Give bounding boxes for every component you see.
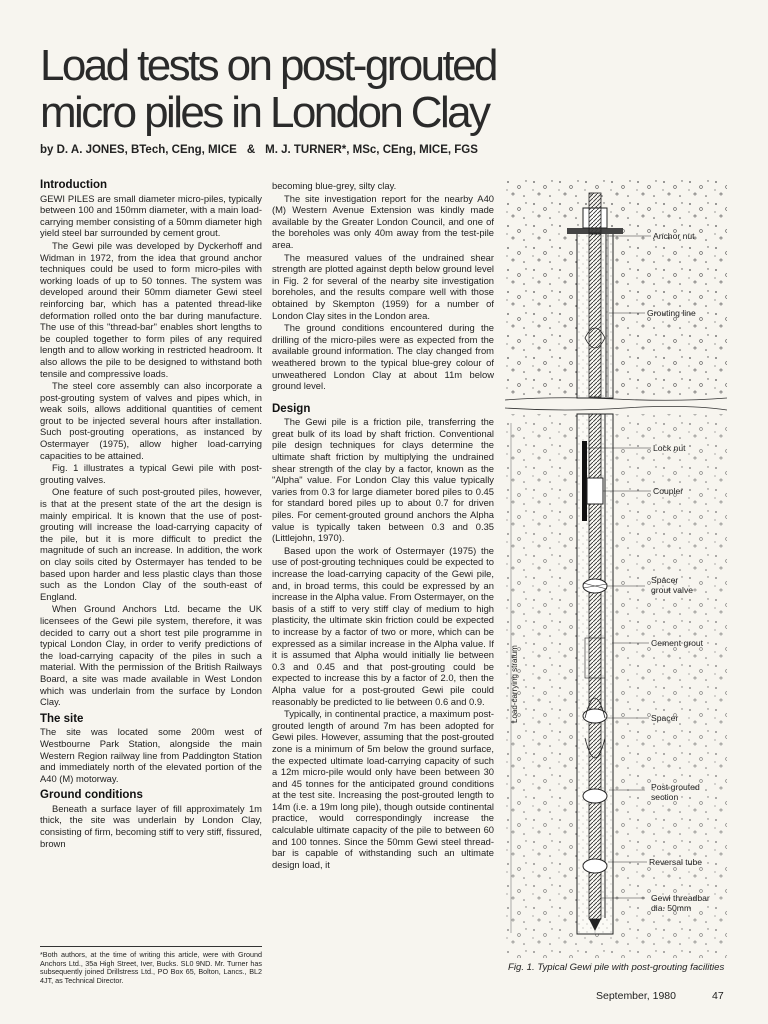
label-cement-grout: Cement grout <box>651 638 704 648</box>
threadbar-upper <box>589 234 601 397</box>
label-reversal-tube: Reversal tube <box>649 857 703 867</box>
author-footnote: *Both authors, at the time of writing this article, were with Ground Anchors Ltd., 35a High Street, Iver, Bucks. SL0 9ND. Mr. Turner has subsequently joined Drillstress Ltd., PO Box 65, Bolton, Lancs., BL2 4JT, as Technical Director. <box>40 946 262 985</box>
heading-the-site: The site <box>40 712 84 725</box>
label-coupler: Coupler <box>653 486 684 496</box>
paragraph: When Ground Anchors Ltd. became the UK licensees of the Gewi pile system, therefore, it was decided to carry out a short test pile programme in typical London Clay, in order to verify predictions of the load-carrying capacity of the piles in such a material. With the permission of the British Railways Board, a site was made available in West London which was underlain from the surface by London Clay. <box>40 603 262 708</box>
threadbar-top <box>589 193 601 233</box>
paragraph: Based upon the work of Ostermayer (1975) the use of post-grouting techniques could be expected to increase the load-carrying capacity of the Gewi pile, and, in broad terms, this could be expressed by an increase in the Alpha value. From Ostermayer, on the basis of a stiff to very stiff clay of medium to high plasticity, the ultimate skin friction could be expected to increase by a factor of two or more, which can be expressed as a similar increase in the Alpha value. If it is assumed that Alpha would initially lie between 0.3 and 0.45 and that post-grouting could be expected to increase this by a factor of 2.0, then the Alpha value for a post-grouted Gewi pile could reasonably be predicted to lie between 0.6 and 0.9. <box>272 544 494 707</box>
text-column-2 <box>272 180 494 871</box>
figure-gewi-pile <box>505 178 727 958</box>
label-spacer-grout-valve: Spacer <box>651 575 679 585</box>
lock-nut <box>582 441 587 521</box>
pile-diagram <box>505 178 727 958</box>
soil-boundary <box>505 406 727 410</box>
label-post-grouted: Post grouted <box>651 782 700 792</box>
paragraph: Typically, in continental practice, a maximum post-grouted length of around 7m has been adopted for Gewi piles. However, assuming that the post-grouted zone is a minimum of 5m below the ground surface, the expected ultimate load-carrying capacity of such a 12m micro-pile would only have been between 30 and 45 tonnes for the anticipated ground conditions at the test site. Increasing the post-grouted length to 14m (i.e. a 19m long pile), though outside continental practice, would correspondingly increase the calculable ultimate capacity of the pile to between 60 and 100 tonnes. Since the 50mm Gewi steel thread-bar is capable of withstanding such an ultimate design load, it <box>272 708 494 870</box>
label-load-carrying-stratum: Load-carrying stratum <box>510 645 519 723</box>
issue-date: September, 1980 <box>596 990 676 1002</box>
paragraph: The site investigation report for the nearby A40 (M) Western Avenue Extension was kindly made available by the Greater London Council, and one of the boreholes was only 40m away from the test-pile area. <box>272 192 494 250</box>
paragraph: becoming blue-grey, silty clay. <box>272 180 397 191</box>
paragraph: The site was located some 200m west of Westbourne Park Station, alongside the main Western Region railway line from Paddington Station and immediately north of the elevated portion of the A40 (M) motorway. <box>40 726 262 784</box>
paragraph: The measured values of the undrained shear strength are plotted against depth below ground level in Fig. 2 for several of the nearby site investigation boreholes, and the results compare well with those obtained by Skempton (1959) for a number of London Clay sites in the London area. <box>272 251 494 321</box>
heading-design: Design <box>272 402 311 415</box>
spacer-grout-valve <box>583 859 607 873</box>
author-1: by D. A. JONES, BTech, CEng, MICE <box>40 144 237 156</box>
paragraph: The steel core assembly can also incorporate a post-grouting system of valves and pipes which, in weak soils, allows additional quantities of cement grout to be injected several hours after installation. Such post-grouting operations, as instanced by Ostermayer (1975), allow higher load-carrying capacities to be attained. <box>40 380 262 461</box>
paragraph: Beneath a surface layer of fill approximately 1m thick, the site was underlain by London Clay, consisting of firm, becoming stiff to very stiff, fissured, brown <box>40 802 262 849</box>
label-post-grouted: section <box>651 792 679 802</box>
label-gewi-threadbar: dia. 50mm <box>651 903 692 913</box>
label-spacer: Spacer <box>651 713 679 723</box>
paragraph: The ground conditions encountered during the drilling of the micro-piles were as expected from the available ground information. The clay changed from weathered brown to the typical blue-grey colour of unweathered London Clay at about 11m below ground level. <box>272 322 494 392</box>
clay-stratum <box>505 414 727 958</box>
heading-introduction: Introduction <box>40 179 108 191</box>
label-grouting-line: Grouting line <box>647 308 696 318</box>
byline <box>40 144 478 156</box>
figure-caption: Fig. 1. Typical Gewi pile with post-grouting facilities <box>508 962 725 973</box>
article-title <box>40 42 740 136</box>
paragraph: The Gewi pile was developed by Dyckerhoff and Widman in 1972, from the idea that ground anchor techniques could be used to form micro-piles with working loads of up to 50 tonnes. The system was developed around their 50mm diameter Gewi steel reinforcing bar, which has a patented thread-like deformation rolled onto the bar during manufacture. The use of this "thread-bar" enables short lengths to be coupled together to form piles of any required length and to allow working in restricted headroom. It also allows the pile to be designed to withstand both tensile and compressive loads. <box>40 239 262 379</box>
paragraph: One feature of such post-grouted piles, however, is that at the present state of the art the design is mainly empirical. It is known that the use of post-grouting will increase the load-carrying capacity of the pile, but it is more difficult to predict the magnitude of such an increase. In addition, the work on clay soils cited by Ostermayer has tended to be based upon harder and less plastic clays than those such as the London Clay of the south-east of England. <box>40 486 262 602</box>
title-line-2: micro piles in London Clay <box>40 88 489 137</box>
paragraph: Fig. 1 illustrates a typical Gewi pile with post-grouting valves. <box>40 462 262 485</box>
paragraph: GEWI PILES are small diameter micro-piles, typically between 100 and 150mm diameter, with a main load-carrying member consisting of a 50mm diameter high yield steel bar surrounded by cement grout. <box>40 192 262 239</box>
coupler <box>587 478 603 504</box>
byline-ampersand: & <box>246 144 256 156</box>
label-spacer-grout-valve: grout valve <box>651 585 694 595</box>
heading-ground-conditions: Ground conditions <box>40 789 143 802</box>
page-number: 47 <box>712 990 724 1002</box>
text-column-1 <box>40 180 262 850</box>
fill-soil-layer <box>505 178 727 400</box>
author-2: M. J. TURNER*, MSc, CEng, MICE, FGS <box>265 144 478 156</box>
spacer-grout-valve <box>583 789 607 803</box>
title-line-1: Load tests on post-grouted <box>40 41 496 90</box>
paragraph: The Gewi pile is a friction pile, transferring the great bulk of its load by shaft friction. Conventional pile design techniques for clays determine the ultimate shaft friction by multiplying the undrained shear strength of the clay by a factor, known as the "Alpha" value. For London Clay this value typically varies from 0.3 for large diameter bored piles to 0.45 for standard bored piles up to about 0.7 for driven piles. For cement-grouted ground anchors the Alpha value is typically taken between 0.3 and 0.35 (Littlejohn, 1970). <box>272 416 494 544</box>
label-anchor-nut: Anchor nut <box>653 231 695 241</box>
label-lock-nut: Lock nut <box>653 443 686 453</box>
label-gewi-threadbar: Gewi threadbar <box>651 893 710 903</box>
